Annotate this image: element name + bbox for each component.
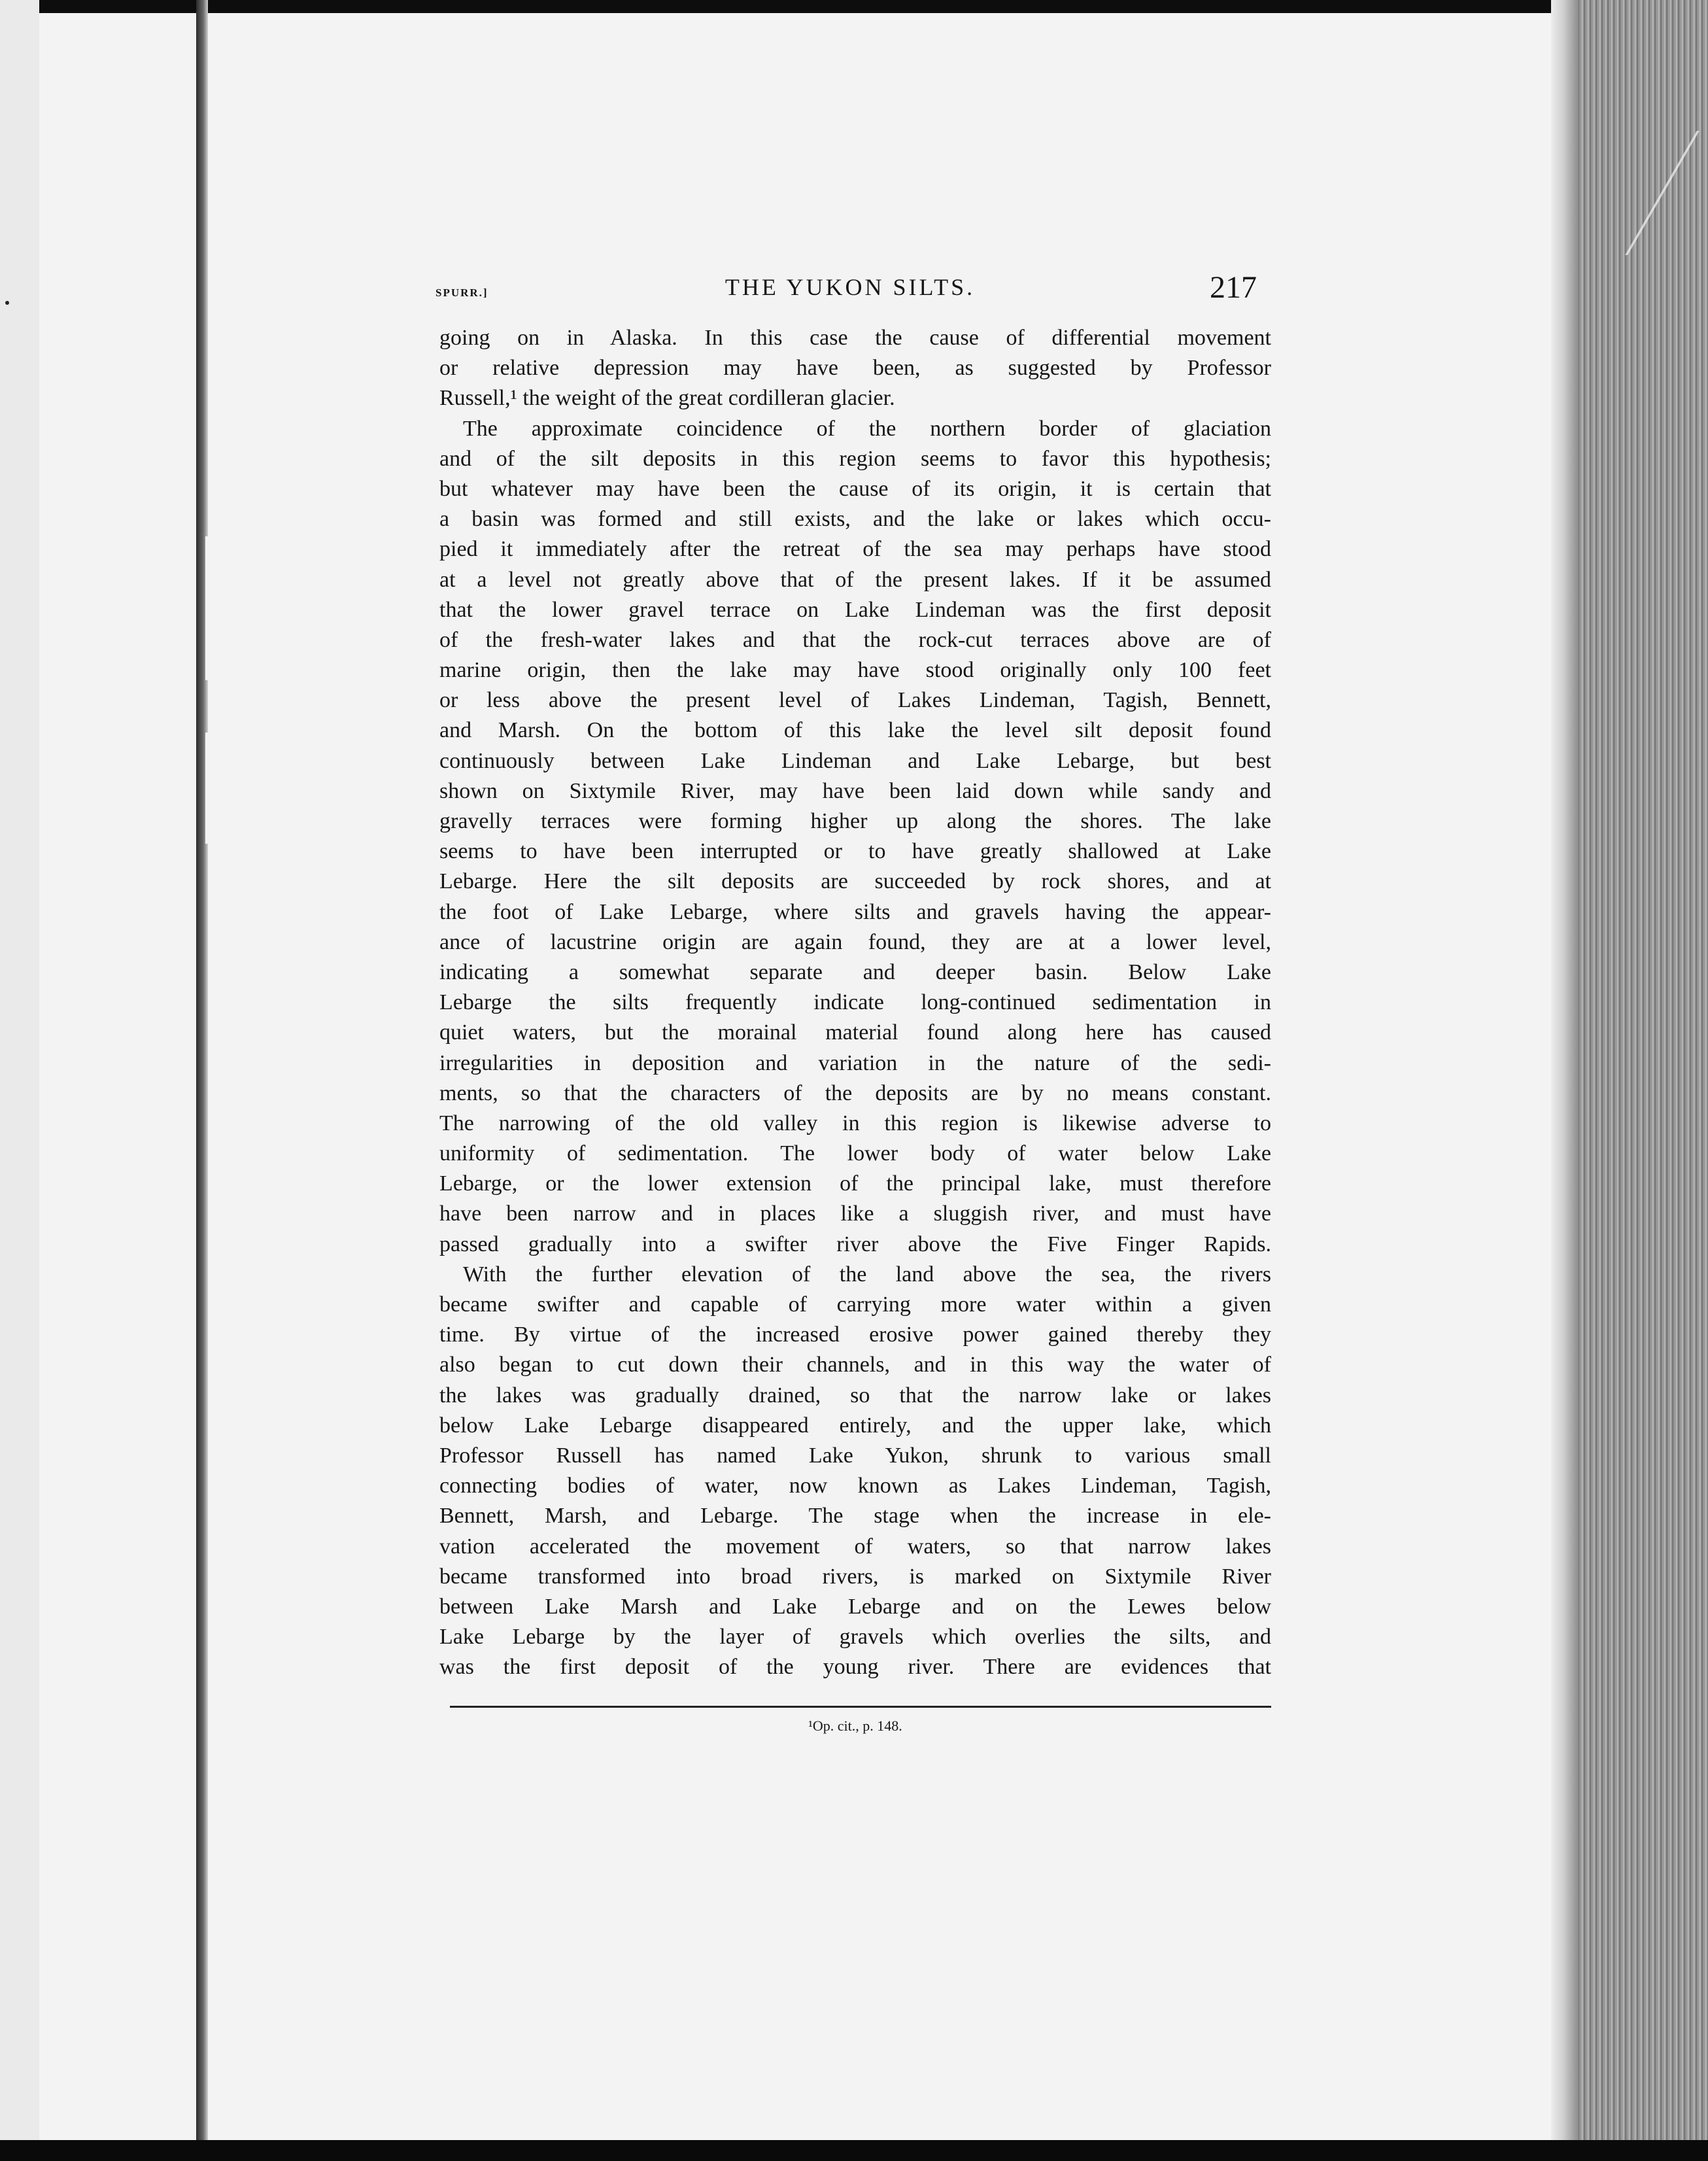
text-line: Lake Lebarge by the layer of gravels which overlies the silts, and: [439, 1625, 1271, 1650]
footnote: ¹Op. cit., p. 148.: [808, 1718, 902, 1734]
text-line: below Lake Lebarge disappeared entirely, and the upper lake, which: [439, 1413, 1271, 1438]
scan-border-top: [0, 0, 1708, 13]
text-line: ments, so that the characters of the deposits are by no means constant.: [439, 1080, 1271, 1105]
text-line: the lakes was gradually drained, so that the narrow lake or lakes: [439, 1383, 1271, 1408]
text-line: vation accelerated the movement of waters, so that narrow lakes: [439, 1534, 1271, 1559]
running-head-author: SPURR.]: [436, 286, 488, 299]
text-line: The narrowing of the old valley in this region is likewise adverse to: [439, 1111, 1271, 1135]
text-line: indicating a somewhat separate and deeper basin. Below Lake: [439, 959, 1271, 984]
scan-border-bottom: [0, 2140, 1708, 2161]
text-line: irregularities in deposition and variation in the nature of the sedi-: [439, 1050, 1271, 1075]
text-line: also began to cut down their channels, and in this way the water of: [439, 1353, 1271, 1377]
text-line: connecting bodies of water, now known as Lakes Lindeman, Tagish,: [439, 1474, 1271, 1498]
running-head: [436, 270, 1265, 313]
binding-left-margin: [0, 0, 39, 2161]
text-line: Bennett, Marsh, and Lebarge. The stage when the increase in ele-: [439, 1504, 1271, 1529]
text-line: Lebarge, or the lower extension of the principal lake, must therefore: [439, 1171, 1271, 1196]
text-line: became swifter and capable of carrying more water within a given: [439, 1292, 1271, 1317]
text-line: or less above the present level of Lakes Lindeman, Tagish, Bennett,: [439, 688, 1271, 713]
text-line: that the lower gravel terrace on Lake Lindeman was the first deposit: [439, 597, 1271, 622]
text-line: shown on Sixtymile River, may have been laid down while sandy and: [439, 778, 1271, 803]
body-text: [439, 323, 1271, 1682]
text-line: pied it immediately after the retreat of the sea may perhaps have stood: [439, 537, 1271, 562]
text-line: have been narrow and in places like a sluggish river, and must have: [439, 1202, 1271, 1226]
text-line: the foot of Lake Lebarge, where silts and gravels having the appear-: [439, 899, 1271, 924]
text-line: became transformed into broad rivers, is marked on Sixtymile River: [439, 1564, 1271, 1589]
page-edge-shadow: [1551, 0, 1579, 2161]
text-line: seems to have been interrupted or to have greatly shallowed at Lake: [439, 839, 1271, 864]
text-line: With the further elevation of the land above the sea, the rivers: [463, 1262, 1271, 1287]
text-line: time. By virtue of the increased erosive power gained thereby they: [439, 1323, 1271, 1347]
text-line: continuously between Lake Lindeman and Lake Lebarge, but best: [439, 748, 1271, 773]
text-line: was the first deposit of the young river. There are evidences that: [439, 1655, 1271, 1680]
text-line: but whatever may have been the cause of its origin, it is certain that: [439, 476, 1271, 501]
text-line: ance of lacustrine origin are again found, they are at a lower level,: [439, 929, 1271, 954]
text-line: of the fresh-water lakes and that the rock-cut terraces above are of: [439, 627, 1271, 652]
gutter-paper-tab: [205, 733, 221, 844]
text-line: a basin was formed and still exists, and the lake or lakes which occu-: [439, 507, 1271, 532]
text-line: and Marsh. On the bottom of this lake the level silt deposit found: [439, 718, 1271, 743]
text-line: uniformity of sedimentation. The lower body of water below Lake: [439, 1141, 1271, 1166]
text-line: Lebarge the silts frequently indicate long-continued sedimentation in: [439, 990, 1271, 1015]
text-line: passed gradually into a swifter river above the Five Finger Rapids.: [439, 1232, 1271, 1256]
text-line: at a level not greatly above that of the present lakes. If it be assumed: [439, 567, 1271, 592]
running-head-title: THE YUKON SILTS.: [725, 274, 976, 300]
gutter-paper-tab: [205, 536, 221, 680]
binding-gutter: [196, 0, 208, 2161]
scan-speck: [5, 301, 9, 305]
text-line: or relative depression may have been, as suggested by Professor: [439, 356, 1271, 381]
text-line: The approximate coincidence of the northern border of glaciation: [463, 416, 1271, 441]
text-line: Russell,¹ the weight of the great cordilleran glacier.: [439, 386, 895, 411]
text-line: going on in Alaska. In this case the cause of differential movement: [439, 326, 1271, 350]
text-line: quiet waters, but the morainal material found along here has caused: [439, 1020, 1271, 1045]
page-number: 217: [1210, 270, 1257, 305]
footnote-rule: [450, 1706, 1271, 1708]
text-line: gravelly terraces were forming higher up along the shores. The lake: [439, 809, 1271, 833]
text-line: marine origin, then the lake may have stood originally only 100 feet: [439, 658, 1271, 683]
text-line: and of the silt deposits in this region seems to favor this hypothesis;: [439, 446, 1271, 471]
text-line: between Lake Marsh and Lake Lebarge and on the Lewes below: [439, 1594, 1271, 1619]
text-line: Lebarge. Here the silt deposits are succeeded by rock shores, and at: [439, 869, 1271, 894]
text-line: Professor Russell has named Lake Yukon, shrunk to various small: [439, 1443, 1271, 1468]
